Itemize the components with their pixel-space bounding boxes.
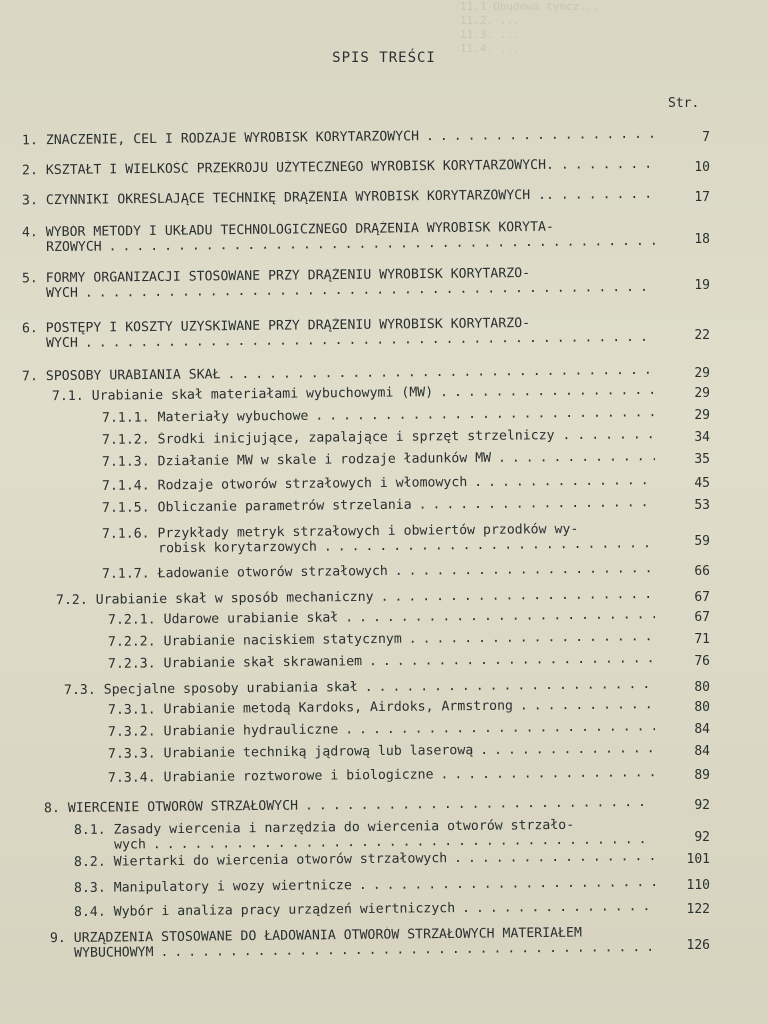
toc-entry-text: WYBÓR METODY I UKŁADU TECHNOLOGICZNEGO DRĄŻENIA WYROBISK KORYTA- [45,219,554,241]
toc-entry-number: 7.1.2. [101,432,158,448]
toc-entry-text: Urabianie roztworowe i biologiczne [163,767,434,786]
toc-entry-text: Urabianie techniką jądrową lub laserową [163,743,474,762]
toc-entry-title [52,383,655,404]
toc-entry [22,265,655,302]
toc-entry-title [102,427,655,448]
toc-entry-number: 7.1.3. [101,454,158,470]
toc-entry-title [22,187,655,209]
toc-entry [102,473,655,494]
toc-entry-text: Urabianie metodą Kardoks, Airdoks, Armstrong [163,698,513,718]
toc-entry-number: 5. [21,271,46,287]
toc-entry-page: 59 [694,534,710,549]
toc-entry [108,741,655,762]
toc-entry-number: 8.3. [73,880,114,897]
toc-entry-text: URZĄDZENIA STOSOWANE DO ŁADOWANIA OTWORÓW STRZAŁOWYCH MATERIAŁEM [73,925,582,946]
toc-entry-title [108,607,655,628]
toc-entry-page: 101 [686,852,710,867]
toc-entry-text: Wiertarki do wiercenia otworów strzałowych [113,851,448,870]
toc-entry-number: 7.2.3. [107,656,164,672]
toc-entry-number: 7.3.2. [107,724,164,740]
toc-entry-text: POSTĘPY I KOSZTY UZYSKIWANE PRZY DRĄŻENIU WYROBISK KORYTARZO- [45,315,531,337]
toc-entry-page: 22 [694,328,710,343]
toc-entry-text: Udarowe urabianie skał [163,610,339,628]
toc-entry-page: 80 [694,700,710,715]
toc-entry-number: 7.3. [63,682,104,699]
toc-entry-page: 29 [694,366,710,381]
toc-entry-page: 29 [694,408,710,423]
toc-entry-page: 7 [702,130,710,145]
toc-entry-title [108,741,655,762]
toc-entry-page: 76 [694,654,710,669]
toc-entry-title [102,405,655,426]
toc-entry [22,315,655,352]
toc-entry-number: 7.2.2. [107,634,164,650]
toc-entry [44,795,655,816]
toc-entry-continuation: WYCH . . . [22,280,655,302]
toc-entry [74,817,655,853]
toc-entry-page: 35 [694,452,710,467]
toc-entry [22,219,655,256]
toc-entry-title [74,899,655,920]
toc-entry [108,765,655,786]
toc-entry-text: Rodzaje otworów strzałowych i włomowych [157,475,468,494]
toc-entry-page: 45 [694,476,710,491]
toc-entry [108,651,655,672]
toc-entry [102,495,655,516]
toc-entry [22,187,655,209]
toc-entry-number: 7.3.1. [107,702,164,718]
toc-entry-text: Działanie MW w skale i rodzaje ładunków MW [157,450,492,470]
toc-entry-page: 84 [694,744,710,759]
toc-entry-number: 8.4. [73,904,114,921]
toc-entry-page: 110 [686,878,710,893]
bleed-through-text: 11.1 Obudowa tymcz... 11.2. ... 11.3. ... 11.4. ... [460,0,600,55]
toc-entry-number: 7. [21,369,46,385]
toc-entry-text: Środki inicjujące, zapalające i sprzęt strzelniczy . [157,427,571,448]
toc-entry-page: 71 [694,632,710,647]
toc-entry-title [102,449,655,470]
toc-entry [108,697,655,718]
toc-entry-title [102,495,655,516]
toc-entry [102,449,655,470]
toc-entry-title [22,363,655,385]
toc-entry-text: Ładowanie otworów strzałowych [157,563,388,582]
toc-entry-title [102,473,655,494]
toc-entry [50,925,655,961]
toc-entry-continuation: RZOWYCH . . . [22,234,655,256]
toc-entry [22,157,655,179]
toc-entry [102,521,655,557]
toc-entry [102,405,655,426]
toc-entry [108,629,655,650]
toc-entry-title [102,561,655,582]
page-title: SPIS TREŚCI [332,50,436,66]
toc-entry-text: Obliczanie parametrów strzelania [157,497,412,516]
toc-entry-text: Urabianie skał skrawaniem [163,654,363,672]
toc-entry-number: 7.1.1. [101,410,158,426]
page-column-header: Str. [668,96,700,111]
toc-entry-page: 67 [694,610,710,625]
toc-entry [22,363,655,385]
toc-entry-page: 17 [694,190,710,205]
toc-entry [64,677,655,698]
toc-entry-title [64,677,655,698]
toc-entry-text: CZYNNIKI OKREŚLAJĄCE TECHNIKĘ DRĄŻENIA WYROBISK KORYTARZOWYCH .. [45,187,555,209]
toc-entry-text: Wybór i analiza pracy urządzeń wiertniczych [113,901,456,920]
toc-entry [102,561,655,582]
toc-entry-title [56,587,655,608]
toc-entry-number: 7.2. [55,592,96,609]
toc-entry-number: 6. [21,321,46,337]
toc-entry-page: 92 [694,798,710,813]
toc-entry [108,607,655,628]
toc-entry-number: 7.2.1. [107,612,164,628]
toc-entry-page: 53 [694,498,710,513]
toc-entry-text: SPOSOBY URABIANIA SKAŁ [45,367,221,385]
toc-entry-number: 8.1. [73,822,114,839]
toc-entry [74,899,655,920]
toc-entry-number: 7.1.6. [101,526,158,542]
toc-entry-number: 8.2. [73,854,114,871]
toc-entry-text: FORMY ORGANIZACJI STOSOWANE PRZY DRĄŻENIU WYROBISK KORYTARZO- [45,265,531,287]
toc-entry-page: 19 [694,278,710,293]
toc-entry-text: Specjalne sposoby urabiania skał [103,680,358,698]
toc-entry-page: 10 [694,160,710,175]
toc-entry-text: Zasady wiercenia i narzędzia do wiercenia otworów strzało- [113,817,575,838]
toc-entry-page: 92 [694,830,710,845]
toc-entry-text: Urabianie hydrauliczne [163,722,339,740]
toc-entry-text: WIERCENIE OTWORÓW STRZAŁOWYCH [67,798,299,816]
toc-entry-text: Urabianie skał w sposób mechaniczny [95,589,374,608]
toc-entry-title [108,629,655,650]
toc-entry-continuation: robisk korytarzowych . . . [102,536,655,557]
toc-entry-title [108,765,655,786]
toc-entry-number: 4. [21,225,46,241]
toc-entry-number: 3. [21,193,46,209]
toc-entry-page: 66 [694,564,710,579]
toc-entry-title [22,127,655,149]
toc-entry [108,719,655,740]
toc-entry-text: Urabianie skał materiałami wybuchowymi (MW) [91,385,434,404]
toc-entry-text: ZNACZENIE, CEL I RODZAJE WYROBISK KORYTARZOWYCH [45,129,420,149]
toc-entry [52,383,655,404]
toc-entry-page: 18 [694,232,710,247]
toc-entry-number: 7.1.5. [101,500,158,516]
toc-entry-title [44,795,655,816]
toc-entry-page: 80 [694,680,710,695]
toc-entry-page: 84 [694,722,710,737]
toc-entry-number: 7.1. [51,388,92,405]
toc-entry [22,127,655,149]
toc-entry-page: 89 [694,768,710,783]
toc-entry-number: 7.3.3. [107,746,164,762]
toc-entry-page: 122 [686,902,710,917]
toc-entry-page: 67 [694,590,710,605]
toc-entry [102,427,655,448]
toc-entry [74,875,655,896]
toc-entry-page: 29 [694,386,710,401]
toc-entry-page: 126 [686,938,710,953]
toc-entry-page: 34 [694,430,710,445]
toc-entry-text: Przykłady metryk strzałowych i obwiertów przodków wy- [157,521,579,542]
toc-entry-title [108,719,655,740]
toc-entry-number: 1. [21,133,46,149]
toc-entry-number: 7.1.4. [101,478,158,494]
toc-entry-number: 2. [21,163,46,179]
toc-entry-text: Materiały wybuchowe [157,408,309,426]
toc-entry-number: 7.3.4. [107,770,164,786]
toc-entry-title [22,157,655,179]
toc-entry-text: Manipulatory i wozy wiertnicze [113,878,352,896]
toc-entry-number: 7.1.7. [101,566,158,582]
toc-entry-title [74,875,655,896]
toc-entry-continuation: WYCH . . . [22,330,655,352]
toc-entry-text: Urabianie naciskiem statycznym [163,631,402,650]
toc-entry-continuation: WYBUCHOWYM . . . [50,940,655,961]
toc-entry-continuation: wych . . . [74,832,655,853]
toc-entry-title [108,651,655,672]
toc-entry [56,587,655,608]
toc-entry-title [108,697,655,718]
toc-entry-text: KSZTAŁT I WIELKOŚĆ PRZEKROJU UŻYTECZNEGO WYROBISK KORYTARZOWYCH. [45,157,555,179]
toc-entry-number: 8. [43,800,68,817]
toc-entry-number: 9. [49,930,74,947]
